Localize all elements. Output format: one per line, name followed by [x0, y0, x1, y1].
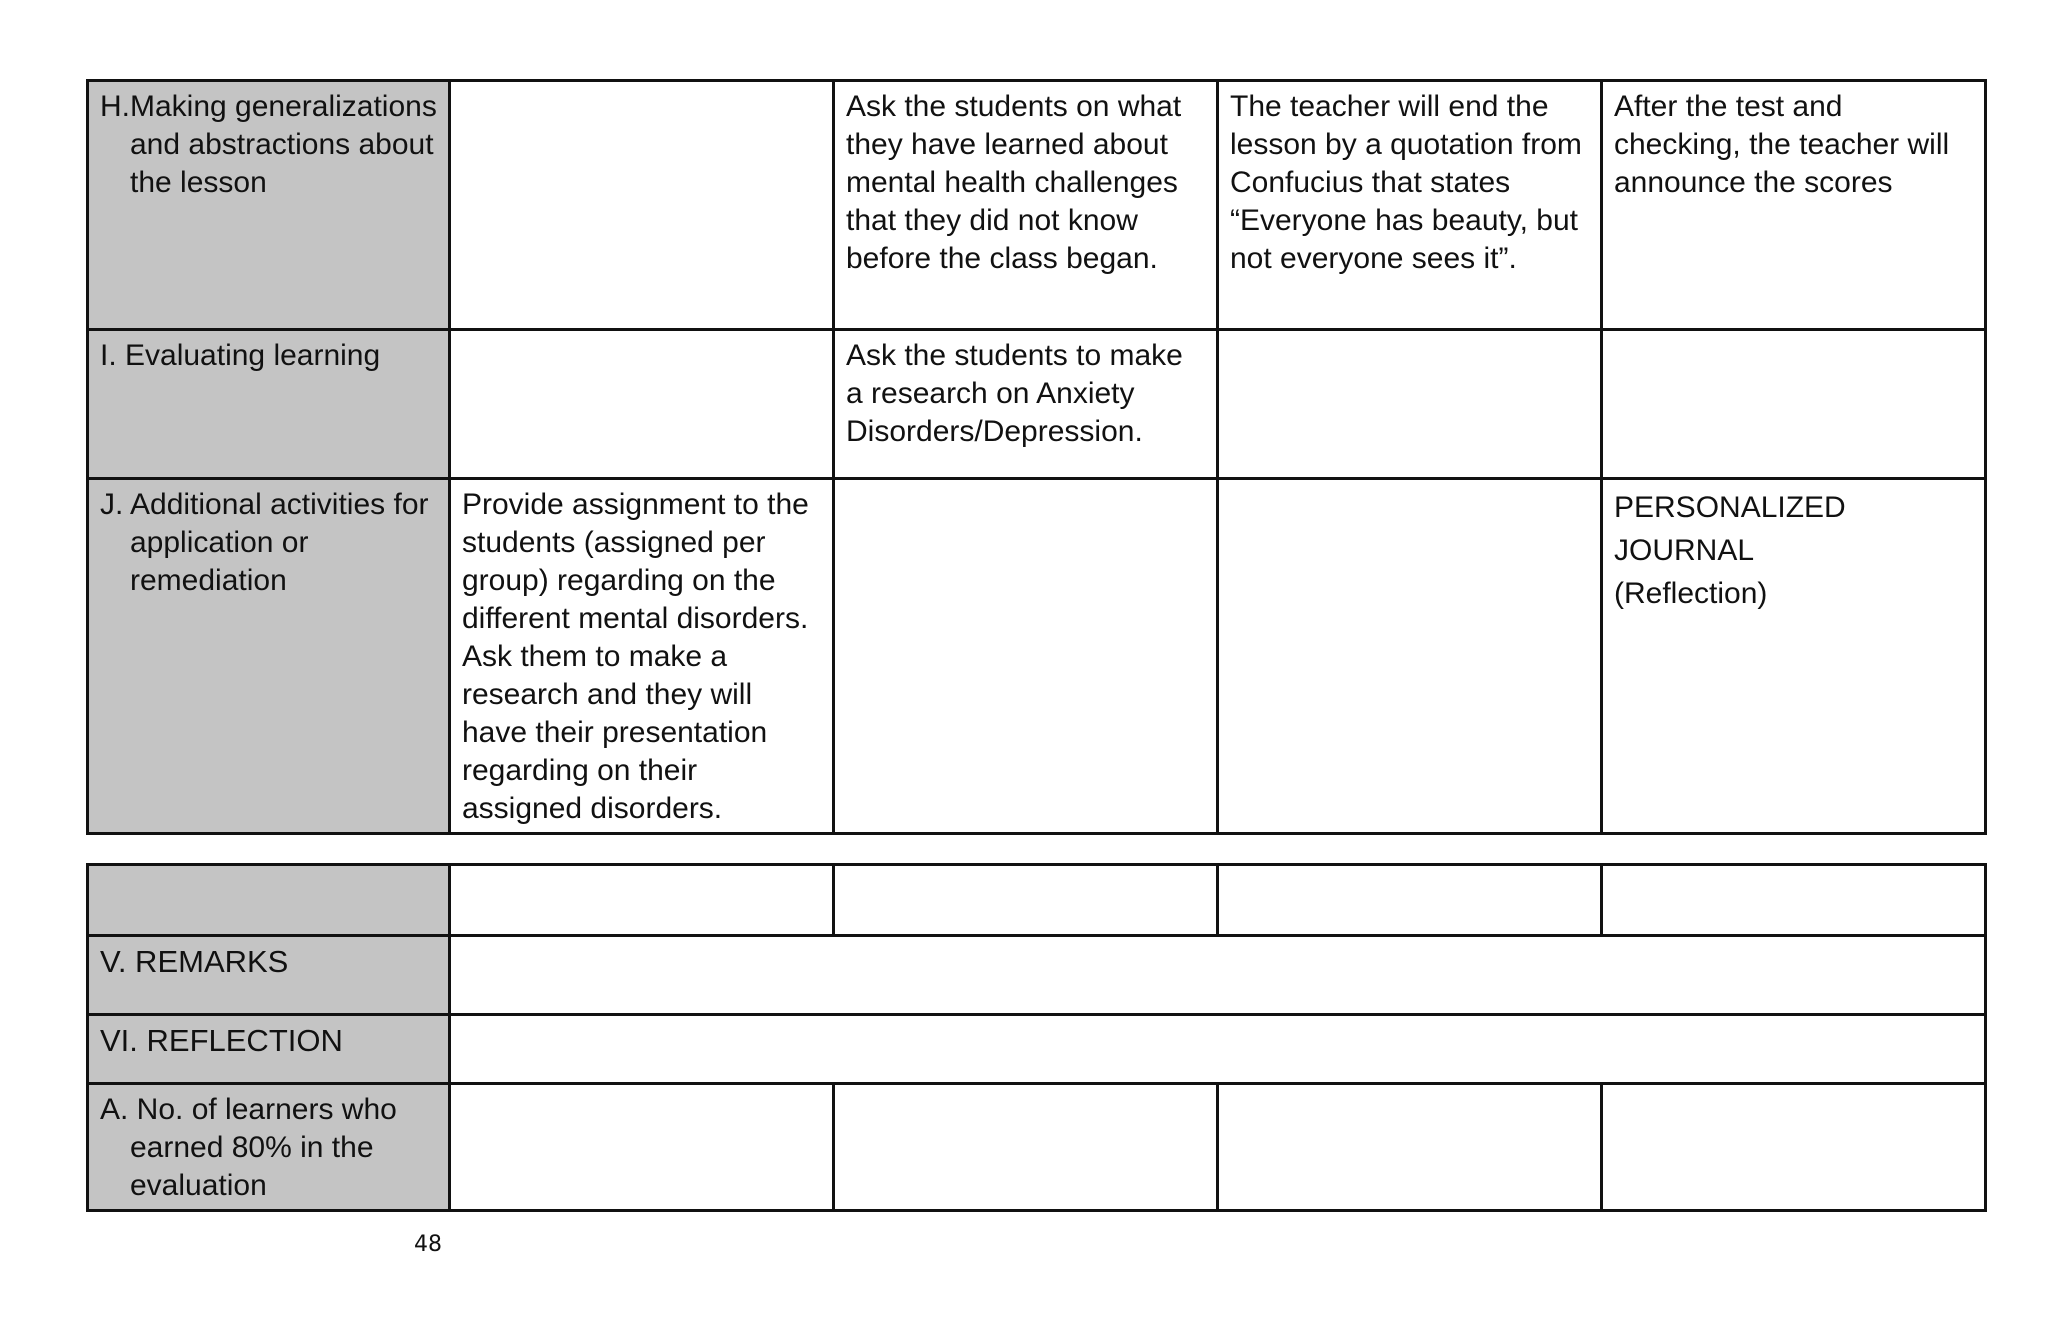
row-label-evaluating: I. Evaluating learning [88, 330, 450, 479]
cell-learners-day1 [450, 1084, 834, 1211]
cell-evaluating-day3 [1218, 330, 1602, 479]
blank-cell-day3 [1218, 865, 1602, 936]
blank-cell-day2 [834, 865, 1218, 936]
cell-additional-day2 [834, 479, 1218, 834]
blank-cell-day1 [450, 865, 834, 936]
cell-generalizations-day3: The teacher will end the lesson by a quotation from Confucius that states “Everyone has beauty, but not everyone sees it”. [1218, 81, 1602, 330]
row-label-additional-activities: J. Additional activities for application or remediation [88, 479, 450, 834]
blank-label-cell [88, 865, 450, 936]
cell-generalizations-day2: Ask the students on what they have learned about mental health challenges that they did not know before the class began. [834, 81, 1218, 330]
cell-additional-day1: Provide assignment to the students (assigned per group) regarding on the different mental disorders. Ask them to make a research and they will have their presentation regarding on their assigned disorders. [450, 479, 834, 834]
cell-reflection [450, 1015, 1986, 1084]
table-row-remarks [88, 936, 1986, 1015]
cell-evaluating-day4 [1602, 330, 1986, 479]
table-row-learners-80 [88, 1084, 1986, 1211]
page-number: 48 [414, 1232, 442, 1257]
cell-generalizations-day4: After the test and checking, the teacher will announce the scores [1602, 81, 1986, 330]
table-row-reflection [88, 1015, 1986, 1084]
table-row-blank-header [88, 865, 1986, 936]
lesson-plan-table-remarks [86, 863, 1987, 1212]
cell-evaluating-day1 [450, 330, 834, 479]
lesson-plan-table-procedures [86, 79, 1987, 835]
cell-evaluating-day2: Ask the students to make a research on Anxiety Disorders/Depression. [834, 330, 1218, 479]
table-row-generalizations [88, 81, 1986, 330]
cell-learners-day2 [834, 1084, 1218, 1211]
cell-additional-day4 [1602, 479, 1986, 834]
row-label-remarks: V. REMARKS [88, 936, 450, 1015]
row-label-learners-80: A. No. of learners who earned 80% in the evaluation [88, 1084, 450, 1211]
row-label-reflection: VI. REFLECTION [88, 1015, 450, 1084]
journal-line-1: PERSONALIZED [1614, 491, 1846, 524]
cell-additional-day3 [1218, 479, 1602, 834]
cell-learners-day4 [1602, 1084, 1986, 1211]
table-row-evaluating [88, 330, 1986, 479]
cell-remarks [450, 936, 1986, 1015]
table-row-additional-activities [88, 479, 1986, 834]
cell-learners-day3 [1218, 1084, 1602, 1211]
journal-line-3: (Reflection) [1614, 577, 1768, 610]
row-label-generalizations: H.Making generalizations and abstractions about the lesson [88, 81, 450, 330]
blank-cell-day4 [1602, 865, 1986, 936]
cell-generalizations-day1 [450, 81, 834, 330]
journal-line-2: JOURNAL [1614, 534, 1755, 567]
